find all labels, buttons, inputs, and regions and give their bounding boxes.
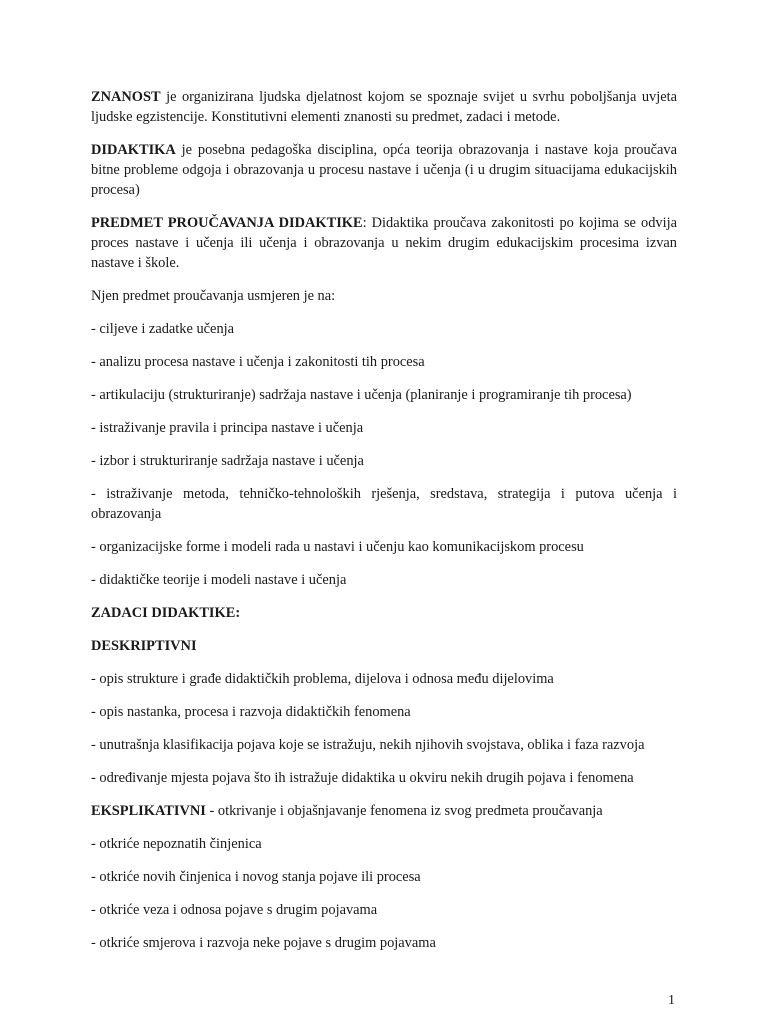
descriptive-heading: DESKRIPTIVNI: [91, 638, 197, 654]
focus-item: - istraživanje metoda, tehničko-tehnoloških rješenja, sredstava, strategija i putova učenja i obrazovanja: [91, 486, 677, 522]
focus-item: - analizu procesa nastave i učenja i zakonitosti tih procesa: [91, 354, 425, 370]
predmet-term: PREDMET PROUČAVANJA DIDAKTIKE: [91, 215, 363, 231]
didaktika-text: je posebna pedagoška disciplina, opća teorija obrazovanja i nastave koja proučava bitne probleme odgoja i obrazovanja u procesu nastave i učenja (i u drugim situacijama edukacijskih procesa): [91, 142, 677, 198]
descriptive-item: - određivanje mjesta pojava što ih istražuje didaktika u okviru nekih drugih pojava i fenomena: [91, 770, 634, 786]
focus-item: - ciljeve i zadatke učenja: [91, 321, 235, 337]
znanost-paragraph: [91, 87, 677, 127]
znanost-term: ZNANOST: [91, 89, 161, 105]
explicative-item: - otkriće veza i odnosa pojave s drugim pojavama: [91, 902, 378, 918]
focus-intro: Njen predmet proučavanja usmjeren je na:: [91, 288, 336, 304]
explicative-paragraph: [91, 801, 677, 821]
predmet-paragraph: [91, 213, 677, 273]
focus-item: - izbor i strukturiranje sadržaja nastave i učenja: [91, 453, 364, 469]
descriptive-item: - unutrašnja klasifikacija pojava koje se istražuju, nekih njihovih svojstava, oblika i faza razvoja: [91, 737, 645, 753]
explicative-item: - otkriće novih činjenica i novog stanja pojave ili procesa: [91, 869, 421, 885]
predmet-text: : Didaktika proučava zakonitosti po kojima se odvija proces nastave i učenja ili učenja i obrazovanja u nekim drugim edukacijskim procesima izvan nastave i škole.: [91, 215, 677, 271]
didaktika-paragraph: [91, 140, 677, 200]
descriptive-item: - opis nastanka, procesa i razvoja didaktičkih fenomena: [91, 704, 411, 720]
descriptive-item: - opis strukture i građe didaktičkih problema, dijelova i odnosa među dijelovima: [91, 671, 554, 687]
explicative-item: - otkriće nepoznatih činjenica: [91, 836, 262, 852]
explicative-text: - otkrivanje i objašnjavanje fenomena iz svog predmeta proučavanja: [205, 803, 603, 819]
focus-item: - artikulaciju (strukturiranje) sadržaja nastave i učenja (planiranje i programiranje tih procesa): [91, 387, 632, 403]
page-number: 1: [668, 993, 675, 1008]
explicative-heading: EKSPLIKATIVNI: [91, 803, 206, 819]
focus-item: - didaktičke teorije i modeli nastave i učenja: [91, 572, 347, 588]
znanost-text: je organizirana ljudska djelatnost kojom se spoznaje svijet u svrhu poboljšanja uvjeta ljudske egzistencije. Konstitutivni elementi znanosti su predmet, zadaci i metode.: [91, 89, 677, 125]
document-page: [91, 87, 677, 966]
focus-item: - organizacijske forme i modeli rada u nastavi i učenju kao komunikacijskom procesu: [91, 539, 584, 555]
tasks-heading: ZADACI DIDAKTIKE:: [91, 605, 241, 621]
explicative-item: - otkriće smjerova i razvoja neke pojave s drugim pojavama: [91, 935, 436, 951]
didaktika-term: DIDAKTIKA: [91, 142, 176, 158]
focus-item: - istraživanje pravila i principa nastave i učenja: [91, 420, 364, 436]
